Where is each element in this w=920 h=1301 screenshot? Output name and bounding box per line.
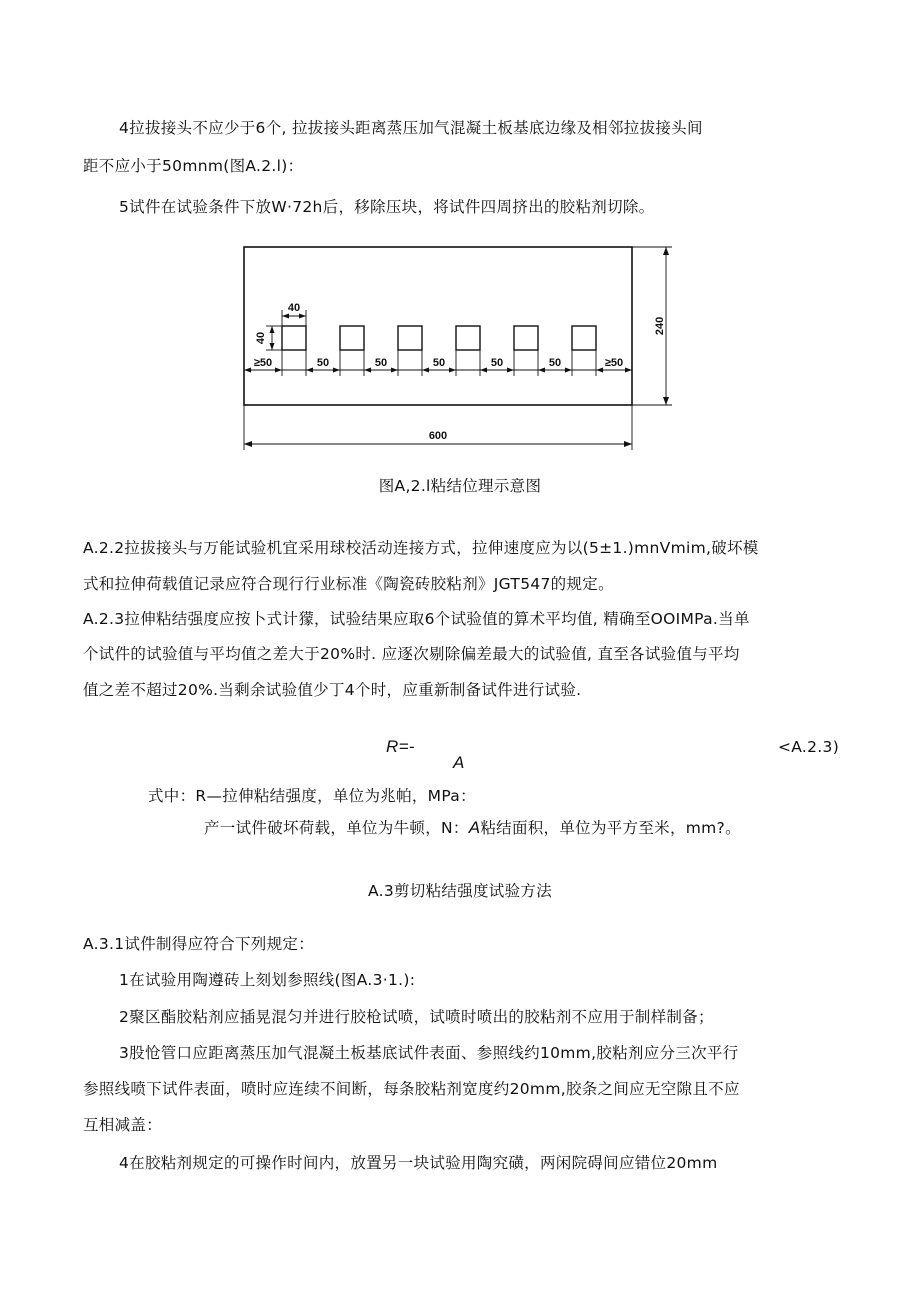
dim-label-50: 50 — [432, 357, 446, 369]
pull-head-1 — [282, 326, 306, 350]
formula-number: <A.2.3) — [778, 738, 840, 756]
where-line-2-a: 产一试件破坏荷载，单位为牛顿，N： — [204, 819, 469, 837]
dim-label-ge50-right: ≥50 — [604, 357, 624, 369]
formula-denominator: A — [453, 753, 465, 772]
dim-label-50: 50 — [316, 357, 330, 369]
para-2: 5试件在试验条件下放W·72h后，移除压块，将试件四周挤出的胶粘剂切除。 — [119, 198, 655, 216]
section-title: A.3剪切粘结强度试验方法 — [367, 882, 553, 900]
dim-label-600: 600 — [428, 430, 448, 442]
where-line-1: 式中：R—拉伸粘结强度，单位为兆帕，MPa： — [148, 787, 476, 805]
a31-item-3-line-1: 3股怆管口应距离蒸压加气混凝土板基底试件表面、参照线约10mm,胶粘剂应分三次平行 — [119, 1044, 739, 1062]
a31-item-2: 2聚区酯胶粘剂应插晃混匀并进行胶枪试喷，试喷时喷出的胶粘剂不应用于制样制备； — [119, 1008, 714, 1026]
a31-item-3-line-3: 互相减盖： — [83, 1116, 163, 1134]
pull-head-6 — [572, 326, 596, 350]
dim-label-240: 240 — [654, 316, 666, 336]
pull-head-2 — [340, 326, 364, 350]
a31-item-4: 4在胶粘剂规定的可操作时间内，放置另一块试验用陶究磺，两闲院碍间应错位20mm — [119, 1154, 718, 1172]
pull-head-3 — [398, 326, 422, 350]
a23-line-1: A.2.3拉伸粘结强度应按卜式计獴，试验结果应取6个试验值的算术平均值, 精确至OOIMPa.当单 — [83, 610, 750, 628]
dim-label-ge50-left: ≥50 — [253, 357, 273, 369]
where-line-2 — [204, 817, 741, 839]
formula-lhs: R=- — [386, 737, 415, 756]
figure-bonding-positions — [230, 238, 690, 458]
a23-line-2: 个试件的试验值与平均值之差大于20%时. 应逐次剔除偏差最大的试验值, 直至各试验值与平均 — [83, 645, 740, 663]
a31-item-1: 1在试验用陶遵砖上刻划参照线(图A.3·1.): — [119, 971, 416, 989]
para-1-line-1: 4拉拔接头不应少于6个, 拉拔接头距离蒸压加气混凝土板基底边缘及相邻拉拔接头间 — [119, 119, 703, 137]
a22-line-1: A.2.2拉拔接头与万能试验机宜采用球校活动连接方式，拉伸速度应为以(5±1.)mnVmim,破坏模 — [83, 539, 759, 557]
dim-label-50: 50 — [374, 357, 388, 369]
a31-intro: A.3.1试件制得应符合下列规定： — [83, 935, 315, 953]
figure-caption: 图A,2.l粘结位理示意图 — [378, 477, 542, 495]
dim-label-40-top: 40 — [287, 302, 301, 314]
dim-label-40-side: 40 — [255, 331, 267, 345]
a31-item-3-line-2: 参照线喷下试件表面，喷时应连续不间断，每条胶粘剂宽度约20mm,胶条之间应无空隙且不应 — [83, 1080, 740, 1098]
pull-head-5 — [514, 326, 538, 350]
dim-label-50: 50 — [548, 357, 562, 369]
pull-head-4 — [456, 326, 480, 350]
a23-line-3: 值之差不超过20%.当剩余试验值少丁4个时，应重新制备试件进行试验. — [83, 681, 582, 699]
para-1-line-2: 距不应小于50mnm(图A.2.l)： — [83, 157, 304, 175]
where-line-2-b: 粘结面积，单位为平方至米，mm?。 — [480, 819, 741, 837]
a22-line-2: 式和拉伸荷载值记录应符合现行行业标准《陶瓷砖胶粘剂》JGT547的规定。 — [83, 575, 614, 593]
where-line-2-italic: A — [468, 818, 481, 837]
dim-label-50: 50 — [490, 357, 504, 369]
